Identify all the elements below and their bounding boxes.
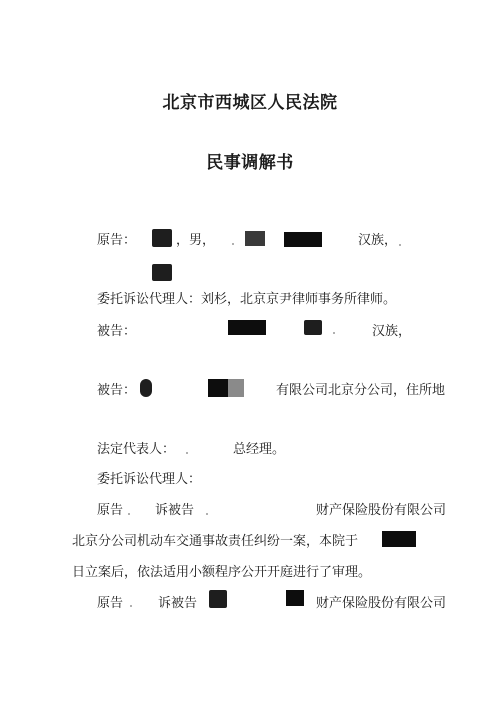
redaction-speck <box>130 605 132 607</box>
case-text: 诉被告 <box>155 503 195 518</box>
case-text: 诉被告 <box>158 596 198 611</box>
redaction-block <box>152 229 172 247</box>
plaintiff-label: 原告： <box>97 233 137 248</box>
agent2-label: 委托诉讼代理人： <box>97 472 202 487</box>
redaction-block <box>208 379 228 397</box>
document-type: 民事调解书 <box>206 153 294 173</box>
redaction-speck <box>206 513 208 515</box>
redaction-block <box>245 231 265 246</box>
redaction-block <box>140 379 152 397</box>
plaintiff-ethnicity: 汉族， <box>358 233 398 248</box>
redaction-block <box>152 264 172 281</box>
case-text: 原告 <box>97 596 124 611</box>
legal-rep-title: 总经理。 <box>233 442 286 457</box>
redaction-speck <box>128 513 130 515</box>
redaction-block <box>286 590 304 606</box>
case-text: 财产保险股份有限公司 <box>316 596 447 611</box>
case-text: 财产保险股份有限公司 <box>316 503 447 518</box>
redaction-block <box>304 320 322 335</box>
redaction-block <box>284 232 322 247</box>
agent-line: 委托诉讼代理人：刘杉，北京京尹律师事务所律师。 <box>97 292 397 307</box>
redaction-speck <box>399 244 401 246</box>
legal-rep-label: 法定代表人： <box>97 442 176 457</box>
redaction-speck <box>333 332 335 334</box>
defendant2-label: 被告： <box>97 383 137 398</box>
plaintiff-gender: ，男， <box>176 233 216 248</box>
case-text: 原告 <box>97 503 124 518</box>
case-text: 日立案后，依法适用小额程序公开开庭进行了审理。 <box>72 565 372 580</box>
redaction-block <box>209 590 227 608</box>
redaction-block <box>228 320 266 335</box>
redaction-speck <box>186 452 188 454</box>
defendant1-ethnicity: 汉族， <box>372 324 412 339</box>
court-name: 北京市西城区人民法院 <box>162 93 338 113</box>
case-text: 北京分公司机动车交通事故责任纠纷一案，本院于 <box>72 534 359 549</box>
redaction-block <box>228 379 244 397</box>
defendant2-company: 有限公司北京分公司，住所地 <box>276 383 446 398</box>
redaction-speck <box>232 243 234 245</box>
defendant1-label: 被告： <box>97 324 137 339</box>
redaction-block <box>382 531 416 547</box>
